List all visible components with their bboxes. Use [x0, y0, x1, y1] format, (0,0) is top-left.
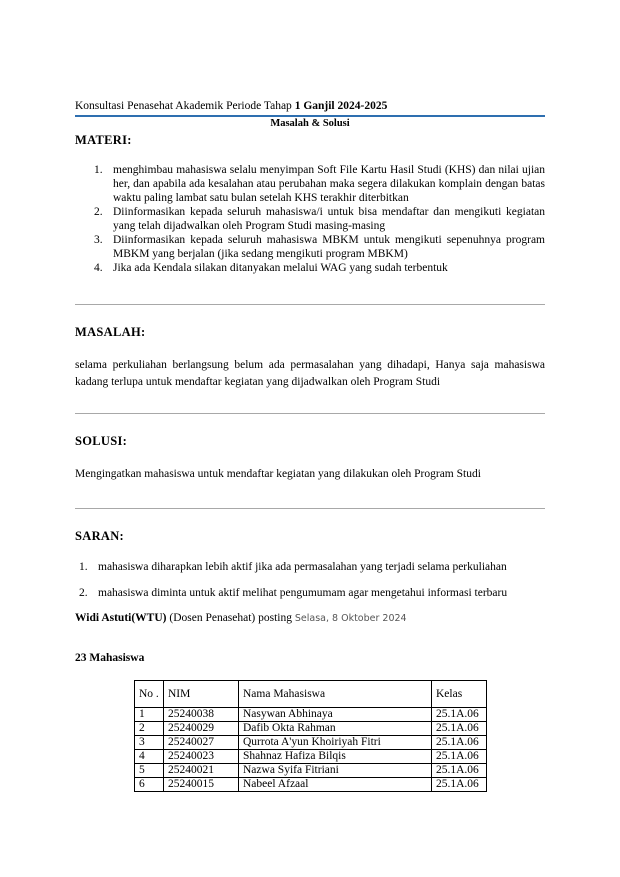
materi-list	[75, 163, 545, 275]
posting-info	[75, 612, 407, 624]
table-row: 6 25240015 Nabeel Afzaal 25.1A.06	[135, 778, 487, 792]
materi-item-3: 3. Diinformasikan kepada seluruh mahasiswa MBKM untuk mengikuti sepenuhnya program MBKM yang berjalan (jika sedang mengikuti program MBKM)	[94, 234, 545, 260]
solusi-text: Mengingatkan mahasiswa untuk mendaftar kegiatan yang dilakukan oleh Program Studi	[75, 468, 481, 480]
page-title	[75, 100, 387, 112]
saran-item-1: 1. mahasiswa diharapkan lebih aktif jika ada permasalahan yang terjadi selama perkuliahan	[79, 561, 507, 573]
col-header-name: Nama Mahasiswa	[239, 681, 432, 708]
materi-item-4: 4. Jika ada Kendala silakan ditanyakan melalui WAG yang sudah terbentuk	[94, 262, 448, 274]
solusi-heading: SOLUSI:	[75, 434, 128, 448]
table-row: 5 25240021 Nazwa Syifa Fitriani 25.1A.06	[135, 764, 487, 778]
saran-list	[75, 560, 555, 612]
col-header-no: No .	[135, 681, 164, 708]
table-header-row	[135, 681, 487, 708]
author-name: Widi Astuti(WTU)	[75, 612, 167, 624]
table-row: 4 25240023 Shahnaz Hafiza Bilqis 25.1A.06	[135, 750, 487, 764]
divider	[75, 304, 545, 305]
table-row: 3 25240027 Qurrota A'yun Khoiriyah Fitri 25.1A.06	[135, 736, 487, 750]
materi-item-1: 1. menghimbau mahasiswa selalu menyimpan Soft File Kartu Hasil Studi (KHS) dan nilai ujian her, dan apabila ada kesalahan atau perubahan maka segera dilakukan komplain dengan batas waktu paling lambat satu bulan setelah KHS terakhir diterbitkan	[94, 164, 545, 204]
student-count: 23 Mahasiswa	[75, 652, 145, 664]
page-subtitle: Masalah & Solusi	[270, 118, 350, 129]
title-period: 1 Ganjil 2024-2025	[294, 100, 388, 112]
saran-item-2: 2. mahasiswa diminta untuk aktif melihat pengumumam agar mengetahui informasi terbaru	[79, 587, 508, 599]
posting-date: Selasa, 8 Oktober 2024	[294, 613, 407, 624]
saran-heading: SARAN:	[75, 529, 125, 543]
divider	[75, 413, 545, 414]
materi-heading: MATERI:	[75, 133, 132, 147]
table-row: 2 25240029 Dafib Okta Rahman 25.1A.06	[135, 722, 487, 736]
divider	[75, 508, 545, 509]
header-rule	[75, 115, 545, 117]
col-header-kelas: Kelas	[432, 681, 487, 708]
masalah-text: selama perkuliahan berlangsung belum ada permasalahan yang dihadapi, Hanya saja mahasiswa kadang terlupa untuk mendaftar kegiatan yang dijadwalkan oleh Program Studi	[75, 359, 545, 388]
materi-item-2: 2. Diinformasikan kepada seluruh mahasiswa/i untuk bisa mendaftar dan mengikuti kegiatan yang telah dijadwalkan oleh Program Studi masing-masing	[94, 206, 545, 232]
student-table	[134, 680, 487, 792]
masalah-heading: MASALAH:	[75, 325, 146, 339]
table-row: 1 25240038 Nasywan Abhinaya 25.1A.06	[135, 708, 487, 722]
col-header-nim: NIM	[164, 681, 239, 708]
title-prefix: Konsultasi Penasehat Akademik Periode Tahap	[75, 100, 292, 112]
author-role: (Dosen Penasehat) posting	[169, 612, 293, 624]
